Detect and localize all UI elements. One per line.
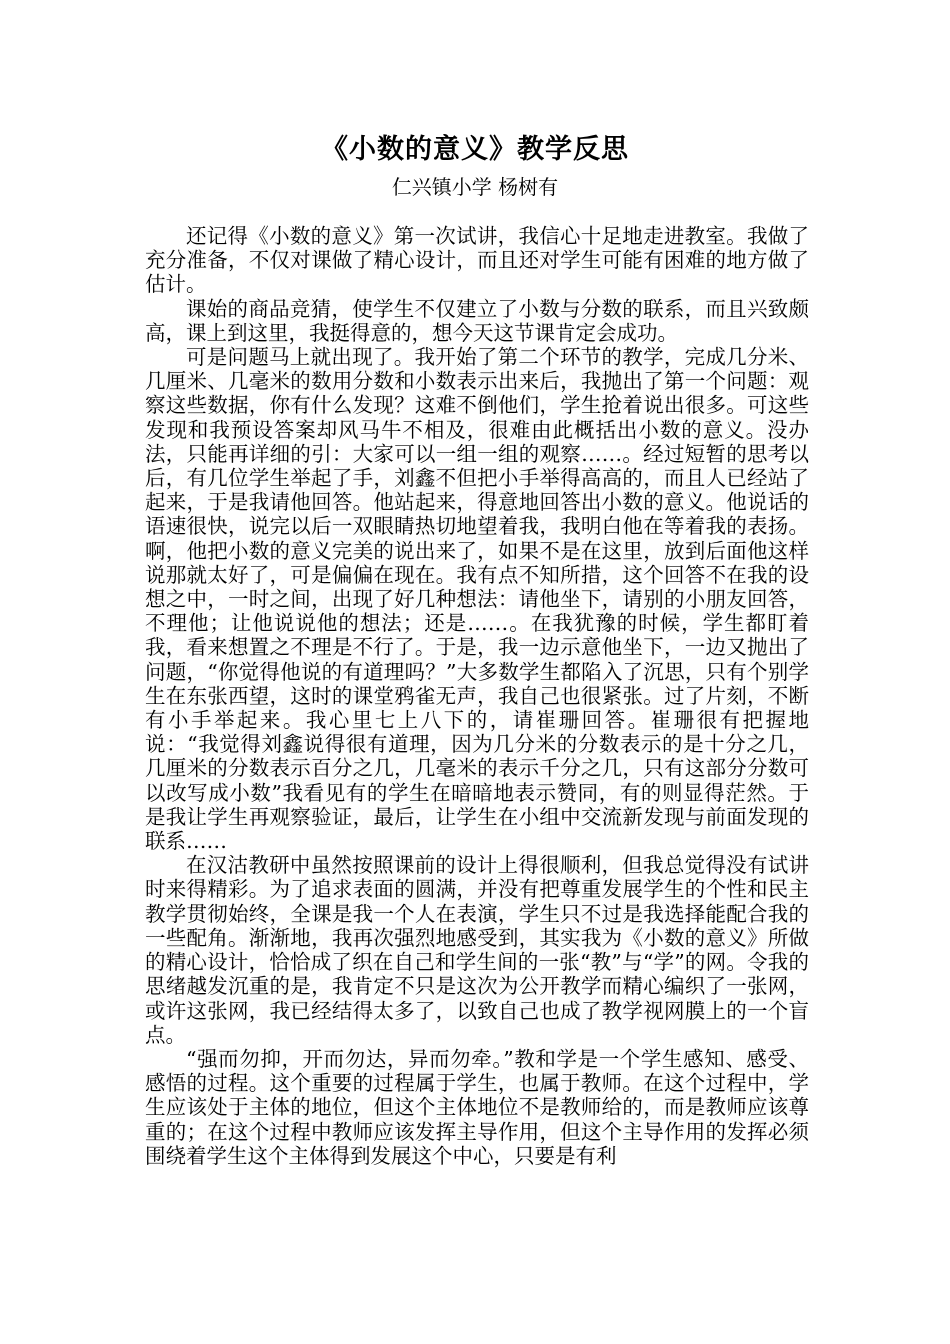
document-title: 《小数的意义》教学反思 (321, 134, 629, 165)
document-author: 仁兴镇小学 杨树有 (391, 175, 559, 199)
paragraph-5: “强而勿抑，开而勿达，异而勿牵。”教和学是一个学生感知、感受、感悟的过程。这个重要的过程属于学生，也属于教师。在这个过程中，学生应该处于主体的地位，但这个主体地位不是教师给的，而是教师应该尊重的；在这个过程中教师应该发挥主导作用，但这个主导作用的发挥必须围绕着学生这个主体得到发展这个中心，只要是有利 (145, 1046, 809, 1168)
paragraph-1: 还记得《小数的意义》第一次试讲，我信心十足地走进教室。我做了充分准备，不仅对课做了精心设计，而且还对学生可能有困难的地方做了估计。 (145, 224, 809, 297)
document-body (145, 224, 809, 1168)
paragraph-3: 可是问题马上就出现了。我开始了第二个环节的教学，完成几分米、几厘米、几毫米的数用分数和小数表示出来后，我抛出了第一个问题：观察这些数据，你有什么发现？这难不倒他们，学生抢着说出很多。可这些发现和我预设答案却风马牛不相及，很难由此概括出小数的意义。没办法，只能再详细的引：大家可以一组一组的观察……。经过短暂的思考以后，有几位学生举起了手，刘鑫不但把小手举得高高的，而且人已经站了起来，于是我请他回答。他站起来，得意地回答出小数的意义。他说话的语速很快，说完以后一双眼睛热切地望着我，我明白他在等着我的表扬。啊，他把小数的意义完美的说出来了，如果不是在这里，放到后面他这样说那就太好了，可是偏偏在现在。我有点不知所措，这个回答不在我的设想之中，一时之间，出现了好几种想法：请他坐下，请别的小朋友回答，不理他；让他说说他的想法；还是……。在我犹豫的时候，学生都盯着我，看来想置之不理是不行了。于是，我一边示意他坐下，一边又抛出了问题，“你觉得他说的有道理吗？”大多数学生都陷入了沉思，只有个别学生在东张西望，这时的课堂鸦雀无声，我自己也很紧张。过了片刻，不断有小手举起来。我心里七上八下的，请崔珊回答。崔珊很有把握地说：“我觉得刘鑫说得很有道理，因为几分米的分数表示的是十分之几，几厘米的分数表示百分之几，几毫米的表示千分之几，只有这部分分数可以改写成小数”我看见有的学生在暗暗地表示赞同，有的则显得茫然。于是我让学生再观察验证，最后，让学生在小组中交流新发现与前面发现的联系…… (145, 345, 809, 854)
paragraph-4: 在汉沽教研中虽然按照课前的设计上得很顺利，但我总觉得没有试讲时来得精彩。为了追求表面的圆满，并没有把尊重发展学生的个性和民主教学贯彻始终，全课是我一个人在表演，学生只不过是我选择能配合我的一些配角。渐渐地，我再次强烈地感受到，其实我为《小数的意义》所做的精心设计，恰恰成了织在自己和学生间的一张“教”与“学”的网。令我的思绪越发沉重的是，我肯定不只是这次为公开教学而精心编织了一张网，或许这张网，我已经结得太多了，以致自己也成了教学视网膜上的一个盲点。 (145, 853, 809, 1047)
paragraph-2: 课始的商品竞猜，使学生不仅建立了小数与分数的联系，而且兴致颇高，课上到这里，我挺得意的，想今天这节课肯定会成功。 (145, 296, 809, 345)
